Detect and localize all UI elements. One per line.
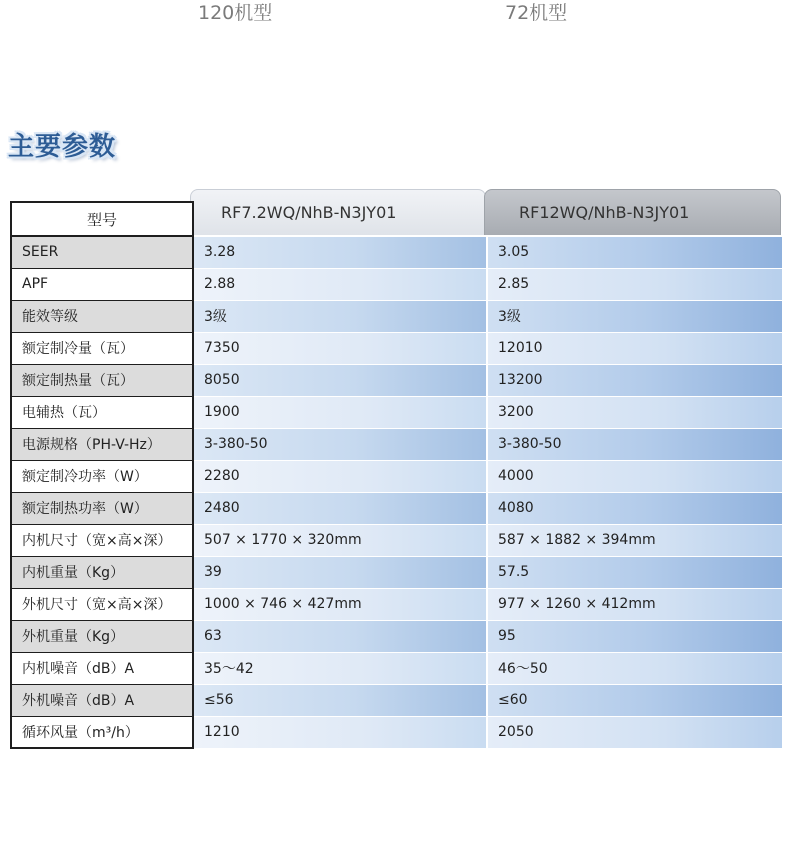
table-row [11, 300, 782, 332]
model-b-value: 3200 [487, 396, 782, 428]
spec-label: 电源规格（PH-V-Hz） [11, 428, 193, 460]
table-row [11, 588, 782, 620]
model-a-value: 3-380-50 [193, 428, 487, 460]
model-a-value: 1210 [193, 716, 487, 748]
table-row [11, 236, 782, 268]
model-a-value: 7350 [193, 332, 487, 364]
model-b-value: 12010 [487, 332, 782, 364]
spec-label: 额定制热功率（W） [11, 492, 193, 524]
table-row [11, 524, 782, 556]
model-header-b: RF12WQ/NhB-N3JY01 [484, 189, 781, 235]
model-caption-120: 120机型 [198, 2, 273, 24]
model-b-value: 3-380-50 [487, 428, 782, 460]
model-a-value: 2.88 [193, 268, 487, 300]
table-row [11, 492, 782, 524]
model-a-value: ≤56 [193, 684, 487, 716]
model-b-value: 4080 [487, 492, 782, 524]
table-row [11, 556, 782, 588]
table-row [11, 652, 782, 684]
spec-label: SEER [11, 236, 193, 268]
spec-label: 循环风量（m³/h） [11, 716, 193, 748]
model-a-value: 63 [193, 620, 487, 652]
spec-label: 外机噪音（dB）A [11, 684, 193, 716]
model-b-value: 587 × 1882 × 394mm [487, 524, 782, 556]
model-a-value: 39 [193, 556, 487, 588]
spec-label: 能效等级 [11, 300, 193, 332]
spec-label: 内机噪音（dB）A [11, 652, 193, 684]
table-row [11, 428, 782, 460]
section-title: 主要参数 [8, 132, 117, 162]
model-a-value: 3.28 [193, 236, 487, 268]
spec-label: 电辅热（瓦） [11, 396, 193, 428]
spec-label: 外机尺寸（宽×高×深） [11, 588, 193, 620]
table-row [11, 396, 782, 428]
model-a-value: 2480 [193, 492, 487, 524]
spec-table-body [11, 236, 782, 748]
model-b-value: 57.5 [487, 556, 782, 588]
model-b-value: 95 [487, 620, 782, 652]
table-row [11, 364, 782, 396]
table-row [11, 684, 782, 716]
model-caption-72: 72机型 [505, 2, 568, 24]
model-b-value: ≤60 [487, 684, 782, 716]
model-a-value: 35～42 [193, 652, 487, 684]
table-row [11, 332, 782, 364]
model-a-value: 507 × 1770 × 320mm [193, 524, 487, 556]
table-row [11, 620, 782, 652]
spec-table [10, 201, 782, 749]
model-b-value: 3级 [487, 300, 782, 332]
model-b-value: 2.85 [487, 268, 782, 300]
model-a-value: 8050 [193, 364, 487, 396]
model-b-value: 13200 [487, 364, 782, 396]
header-spacer [193, 202, 487, 236]
model-header-a: RF7.2WQ/NhB-N3JY01 [190, 189, 486, 235]
model-b-value: 46～50 [487, 652, 782, 684]
table-row [11, 268, 782, 300]
model-a-value: 2280 [193, 460, 487, 492]
model-b-value: 2050 [487, 716, 782, 748]
spec-label: 内机尺寸（宽×高×深） [11, 524, 193, 556]
label-column-header: 型号 [11, 202, 193, 236]
spec-label: 额定制热量（瓦） [11, 364, 193, 396]
model-a-value: 1000 × 746 × 427mm [193, 588, 487, 620]
model-b-value: 977 × 1260 × 412mm [487, 588, 782, 620]
model-a-value: 1900 [193, 396, 487, 428]
table-header-row [11, 202, 782, 236]
table-row [11, 460, 782, 492]
header-spacer [487, 202, 782, 236]
spec-label: APF [11, 268, 193, 300]
model-b-value: 4000 [487, 460, 782, 492]
spec-label: 额定制冷量（瓦） [11, 332, 193, 364]
model-a-value: 3级 [193, 300, 487, 332]
spec-label: 额定制冷功率（W） [11, 460, 193, 492]
model-b-value: 3.05 [487, 236, 782, 268]
spec-label: 外机重量（Kg） [11, 620, 193, 652]
table-row [11, 716, 782, 748]
spec-label: 内机重量（Kg） [11, 556, 193, 588]
